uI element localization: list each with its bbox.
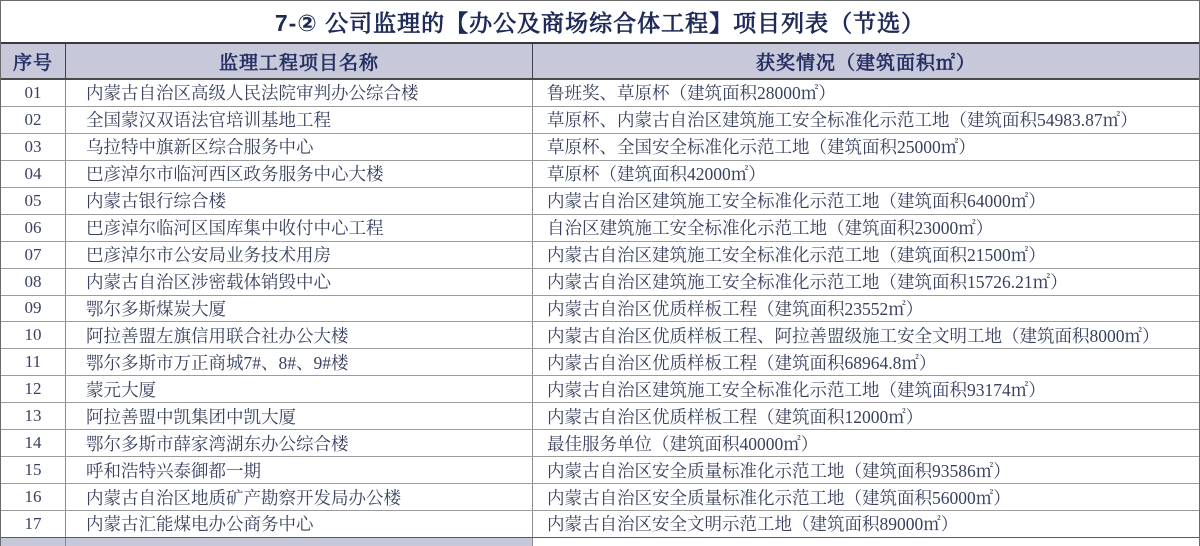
cell-no: 01 [1, 80, 66, 106]
table-row [1, 296, 1199, 323]
cell-award: 草原杯、内蒙古自治区建筑施工安全标准化示范工地（建筑面积54983.87㎡） [547, 110, 1138, 131]
cell-no: 10 [1, 322, 66, 348]
table-row [1, 349, 1199, 376]
cell-award: 草原杯（建筑面积42000㎡） [547, 164, 766, 185]
cell-name: 鄂尔多斯市薛家湾湖东办公综合楼 [66, 430, 533, 456]
cutoff-next-row [1, 538, 1199, 546]
cell-award: 内蒙古自治区安全文明示范工地（建筑面积89000㎡） [547, 514, 959, 535]
cell-no: 12 [1, 376, 66, 402]
table-header-row [1, 42, 1199, 80]
table-row [1, 215, 1199, 242]
cell-award: 内蒙古自治区优质样板工程（建筑面积12000㎡） [547, 406, 924, 427]
cell-name: 内蒙古自治区地质矿产勘察开发局办公楼 [66, 484, 533, 510]
cell-award: 自治区建筑施工安全标准化示范工地（建筑面积23000㎡） [547, 218, 994, 239]
cell-no: 06 [1, 215, 66, 241]
header-cell-award: 获奖情况（建筑面积㎡） [755, 52, 976, 74]
table-row [1, 403, 1199, 430]
table-row [1, 242, 1199, 269]
table-row [1, 511, 1199, 538]
cell-award: 内蒙古自治区优质样板工程、阿拉善盟级施工安全文明工地（建筑面积8000㎡） [547, 325, 1160, 346]
table-row [1, 430, 1199, 457]
cell-name: 内蒙古自治区涉密载体销毁中心 [66, 269, 533, 295]
cell-award: 内蒙古自治区建筑施工安全标准化示范工地（建筑面积64000㎡） [547, 191, 1046, 212]
cell-name: 巴彦淖尔市临河西区政务服务中心大楼 [66, 161, 533, 187]
cell-award: 内蒙古自治区安全质量标准化示范工地（建筑面积93586㎡） [547, 460, 1011, 481]
table-row [1, 80, 1199, 107]
cutoff-cell-name [66, 538, 533, 546]
cell-no: 08 [1, 269, 66, 295]
cell-no: 04 [1, 161, 66, 187]
table-row [1, 134, 1199, 161]
cutoff-cell-award [533, 538, 1199, 546]
cell-name: 乌拉特中旗新区综合服务中心 [66, 134, 533, 160]
table-row [1, 322, 1199, 349]
table-row [1, 376, 1199, 403]
cell-name: 内蒙古银行综合楼 [66, 188, 533, 214]
cell-award: 内蒙古自治区建筑施工安全标准化示范工地（建筑面积21500㎡） [547, 245, 1046, 266]
header-cell-no: 序号 [1, 44, 66, 78]
cell-name: 巴彦淖尔临河区国库集中收付中心工程 [66, 215, 533, 241]
cell-name: 鄂尔多斯市万正商城7#、8#、9#楼 [66, 349, 533, 375]
cell-name: 内蒙古汇能煤电办公商务中心 [66, 511, 533, 537]
table-row [1, 484, 1199, 511]
cell-no: 13 [1, 403, 66, 429]
cell-name: 全国蒙汉双语法官培训基地工程 [66, 107, 533, 133]
cell-no: 11 [1, 349, 66, 375]
cell-name: 阿拉善盟左旗信用联合社办公大楼 [66, 322, 533, 348]
cell-no: 15 [1, 457, 66, 483]
cell-name: 呼和浩特兴泰御都一期 [66, 457, 533, 483]
cell-award: 内蒙古自治区建筑施工安全标准化示范工地（建筑面积93174㎡） [547, 379, 1046, 400]
cell-no: 05 [1, 188, 66, 214]
cell-name: 鄂尔多斯煤炭大厦 [66, 296, 533, 322]
cutoff-cell-no [1, 538, 66, 546]
cell-name: 蒙元大厦 [66, 376, 533, 402]
cell-award: 内蒙古自治区安全质量标准化示范工地（建筑面积56000㎡） [547, 487, 1011, 508]
cell-award: 草原杯、全国安全标准化示范工地（建筑面积25000㎡） [547, 137, 976, 158]
table-title: 7-② 公司监理的【办公及商场综合体工程】项目列表（节选） [274, 10, 926, 36]
table-title-row [1, 1, 1199, 42]
cell-no: 16 [1, 484, 66, 510]
table-row [1, 269, 1199, 296]
cell-name: 阿拉善盟中凯集团中凯大厦 [66, 403, 533, 429]
cell-award: 最佳服务单位（建筑面积40000㎡） [547, 433, 819, 454]
cell-no: 03 [1, 134, 66, 160]
cell-no: 14 [1, 430, 66, 456]
cell-name: 内蒙古自治区高级人民法院审判办公综合楼 [66, 80, 533, 106]
cell-no: 17 [1, 511, 66, 537]
table-body [1, 80, 1199, 538]
cell-no: 02 [1, 107, 66, 133]
table-row [1, 161, 1199, 188]
cell-name: 巴彦淖尔市公安局业务技术用房 [66, 242, 533, 268]
table-row [1, 188, 1199, 215]
cell-award: 内蒙古自治区建筑施工安全标准化示范工地（建筑面积15726.21㎡） [547, 272, 1068, 293]
cell-award: 内蒙古自治区优质样板工程（建筑面积23552㎡） [547, 298, 924, 319]
cell-award: 内蒙古自治区优质样板工程（建筑面积68964.8㎡） [547, 352, 937, 373]
cell-no: 09 [1, 296, 66, 322]
table-row [1, 457, 1199, 484]
table-row [1, 107, 1199, 134]
cell-no: 07 [1, 242, 66, 268]
cell-award: 鲁班奖、草原杯（建筑面积28000㎡） [547, 83, 836, 104]
header-cell-name: 监理工程项目名称 [66, 44, 533, 78]
